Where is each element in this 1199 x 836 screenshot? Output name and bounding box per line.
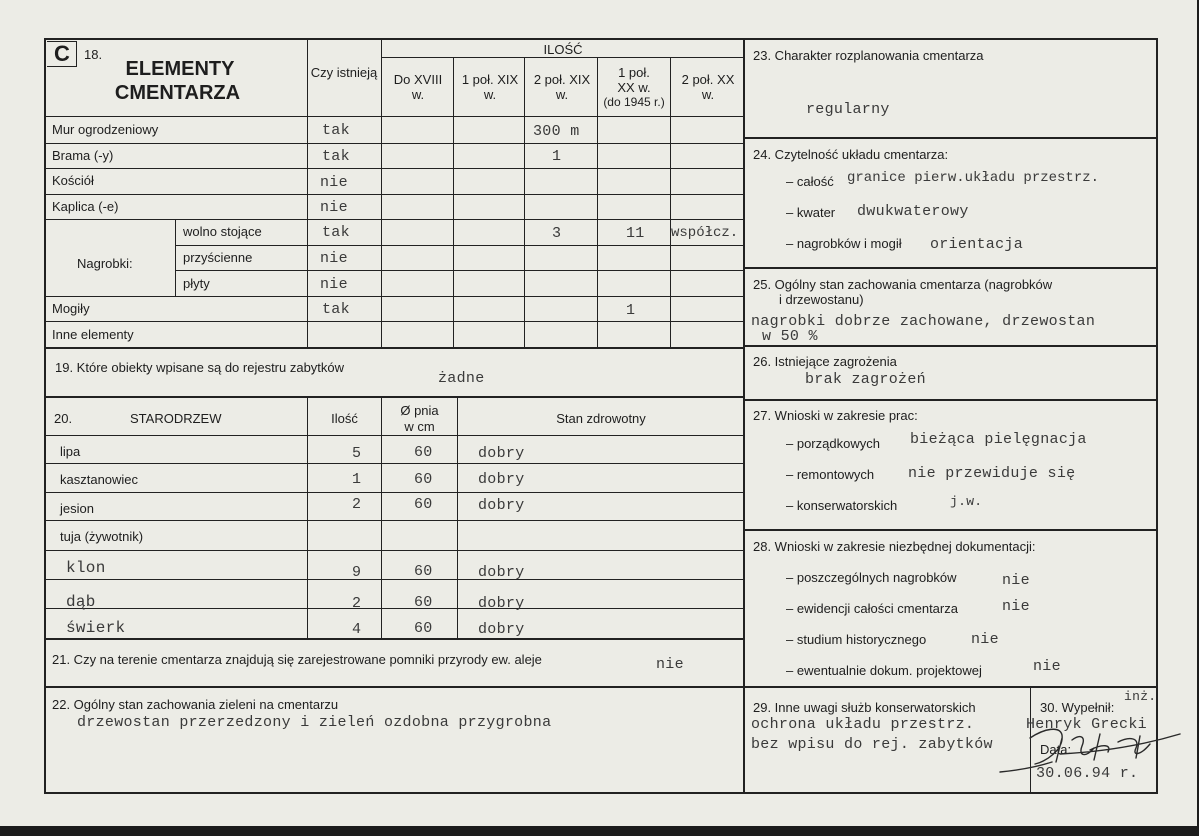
tree-diam: 60 [414,563,433,580]
value-wall-xix2: 300 m [533,123,580,140]
col-header-quantity: ILOŚĆ [543,42,583,57]
q28-label: 28. Wnioski w zakresie niezbędnej dokumentacji: [753,539,1036,554]
q25-value-2: w 50 % [762,328,818,345]
signature [990,700,1190,790]
tree-diam: 60 [414,471,433,488]
tree-name: świerk [66,619,126,637]
q20-col-diam-b: w cm [404,419,435,434]
value-freestanding-xix2: 3 [552,225,562,242]
tree-count: 2 [352,595,362,612]
row-label-gate: Brama (-y) [52,148,114,163]
q30-label: 30. Wypełnił: [1040,700,1115,715]
value-slabs-exists: nie [320,276,348,293]
value-gate-exists: tak [322,148,350,165]
row-label-other: Inne elementy [52,327,134,342]
tree-health: dobry [478,445,525,462]
value-graves-xx1: 1 [626,302,636,319]
col-header-xviii: Do XVIII w. [393,72,443,102]
tree-name: tuja (żywotnik) [60,529,144,544]
q25-label: 25. Ogólny stan zachowania cmentarza (nagrobków [753,277,1053,292]
q20-title: STARODRZEW [130,411,222,426]
section-number: 18. [84,47,103,62]
tree-count: 1 [352,471,362,488]
row-label-wall-mounted: przyścienne [183,250,253,265]
q26-label: 26. Istniejące zagrożenia [753,354,897,369]
q28-a-value: nie [1002,572,1030,589]
tree-name: kasztanowiec [60,472,139,487]
col-header-xix1: 1 poł. XIX w. [461,72,519,102]
q24-quarters-value: dwukwaterowy [857,203,969,220]
q28-b-label: – ewidencji całości cmentarza [786,601,958,616]
q29-value: ochrona układu przestrz. [751,716,975,733]
q19-value: żadne [438,370,485,387]
q24-quarters-label: – kwater [786,205,836,220]
q20-col-count: Ilość [331,411,358,426]
tree-name: dąb [66,593,96,611]
q24-whole-label: – całość [786,174,834,189]
q20-number: 20. [54,411,73,426]
section-title-2: CMENTARZA [114,82,241,104]
tree-health: dobry [478,497,525,514]
q26-value: brak zagrożeń [805,371,926,388]
q20-col-diam-a: Ø pnia [400,403,439,418]
q21-value: nie [656,656,684,673]
value-freestanding-xx2: współcz. [671,225,739,241]
tree-health: dobry [478,595,525,612]
value-chapel-exists: nie [320,199,348,216]
q27-label: 27. Wnioski w zakresie prac: [753,408,918,423]
col-header-xx1-b: XX w. [617,80,651,95]
col-header-xix2: 2 poł. XIX w. [533,72,591,102]
value-gate-xix2: 1 [552,148,562,165]
col-header-xx1-c: (do 1945 r.) [603,95,665,109]
col-header-exists: Czy istnieją [310,65,378,80]
row-label-chapel: Kaplica (-e) [52,199,119,214]
tree-diam: 60 [414,496,433,513]
row-label-church: Kościół [52,173,94,188]
q28-b-value: nie [1002,598,1030,615]
value-graves-exists: tak [322,301,350,318]
tree-health: dobry [478,621,525,638]
value-freestanding-exists: tak [322,224,350,241]
tree-health: dobry [478,471,525,488]
tree-count: 4 [352,621,362,638]
tree-diam: 60 [414,620,433,637]
q28-c-label: – studium historycznego [786,632,927,647]
q24-graves-value: orientacja [930,236,1024,253]
q28-a-label: – poszczególnych nagrobków [786,570,957,585]
tree-name: jesion [60,501,94,516]
q27-cleanup-value: bieżąca pielęgnacja [910,431,1087,448]
q27-conservation-label: – konserwatorskich [786,498,898,513]
q29-label: 29. Inne uwagi służb konserwatorskich [753,700,976,715]
q28-d-label: – ewentualnie dokum. projektowej [786,663,982,678]
tree-diam: 60 [414,444,433,461]
q24-graves-label: – nagrobków i mogił [786,236,902,251]
tree-count: 5 [352,445,362,462]
q27-cleanup-label: – porządkowych [786,436,880,451]
q23-label: 23. Charakter rozplanowania cmentarza [753,48,984,63]
q24-label: 24. Czytelność układu cmentarza: [753,147,949,162]
q28-d-value: nie [1033,658,1061,675]
section-letter: C [54,41,70,66]
row-label-slabs: płyty [183,276,210,291]
q23-value: regularny [806,101,890,118]
q25-value: nagrobki dobrze zachowane, drzewostan [751,313,1096,330]
tree-count: 9 [352,564,362,581]
row-label-wall: Mur ogrodzeniowy [52,122,159,137]
q25-label-2: i drzewostanu) [779,292,864,307]
q20-col-health: Stan zdrowotny [556,411,646,426]
q30-name: Henryk Grecki [1026,716,1147,733]
tree-health: dobry [478,564,525,581]
value-freestanding-xx1: 11 [626,225,645,242]
section-title: ELEMENTY [125,58,235,80]
q30-title: inż. [1124,689,1157,704]
row-label-graves: Mogiły [52,301,90,316]
value-wall-exists: tak [322,122,350,139]
col-header-xx1-a: 1 poł. [618,65,650,80]
tree-diam: 60 [414,594,433,611]
row-label-nagrobki: Nagrobki: [77,256,133,271]
row-label-freestanding: wolno stojące [183,224,262,239]
q30-date: 30.06.94 r. [1036,765,1139,782]
q22-value: drzewostan przerzedzony i zieleń ozdobna przygrobna [77,714,552,731]
q19-label: 19. Które obiekty wpisane są do rejestru zabytków [55,360,345,375]
q27-repair-value: nie przewiduje się [908,465,1076,482]
tree-name: klon [66,559,106,577]
q22-label: 22. Ogólny stan zachowania zieleni na cmentarzu [52,697,339,712]
tree-name: lipa [60,444,81,459]
q24-whole-value: granice pierw.układu przestrz. [847,170,1100,186]
q30-date-label: Data: [1040,742,1072,757]
col-header-xx2: 2 poł. XX w. [681,72,735,102]
tree-count: 2 [352,496,362,513]
q27-repair-label: – remontowych [786,467,875,482]
q28-c-value: nie [971,631,999,648]
q21-label: 21. Czy na terenie cmentarza znajdują się zarejestrowane pomniki przyrody ew. aleje [52,652,542,667]
value-wall-mounted-exists: nie [320,250,348,267]
q29-value-2: bez wpisu do rej. zabytków [751,736,993,753]
q27-conservation-value: j.w. [950,494,983,509]
value-church-exists: nie [320,174,348,191]
